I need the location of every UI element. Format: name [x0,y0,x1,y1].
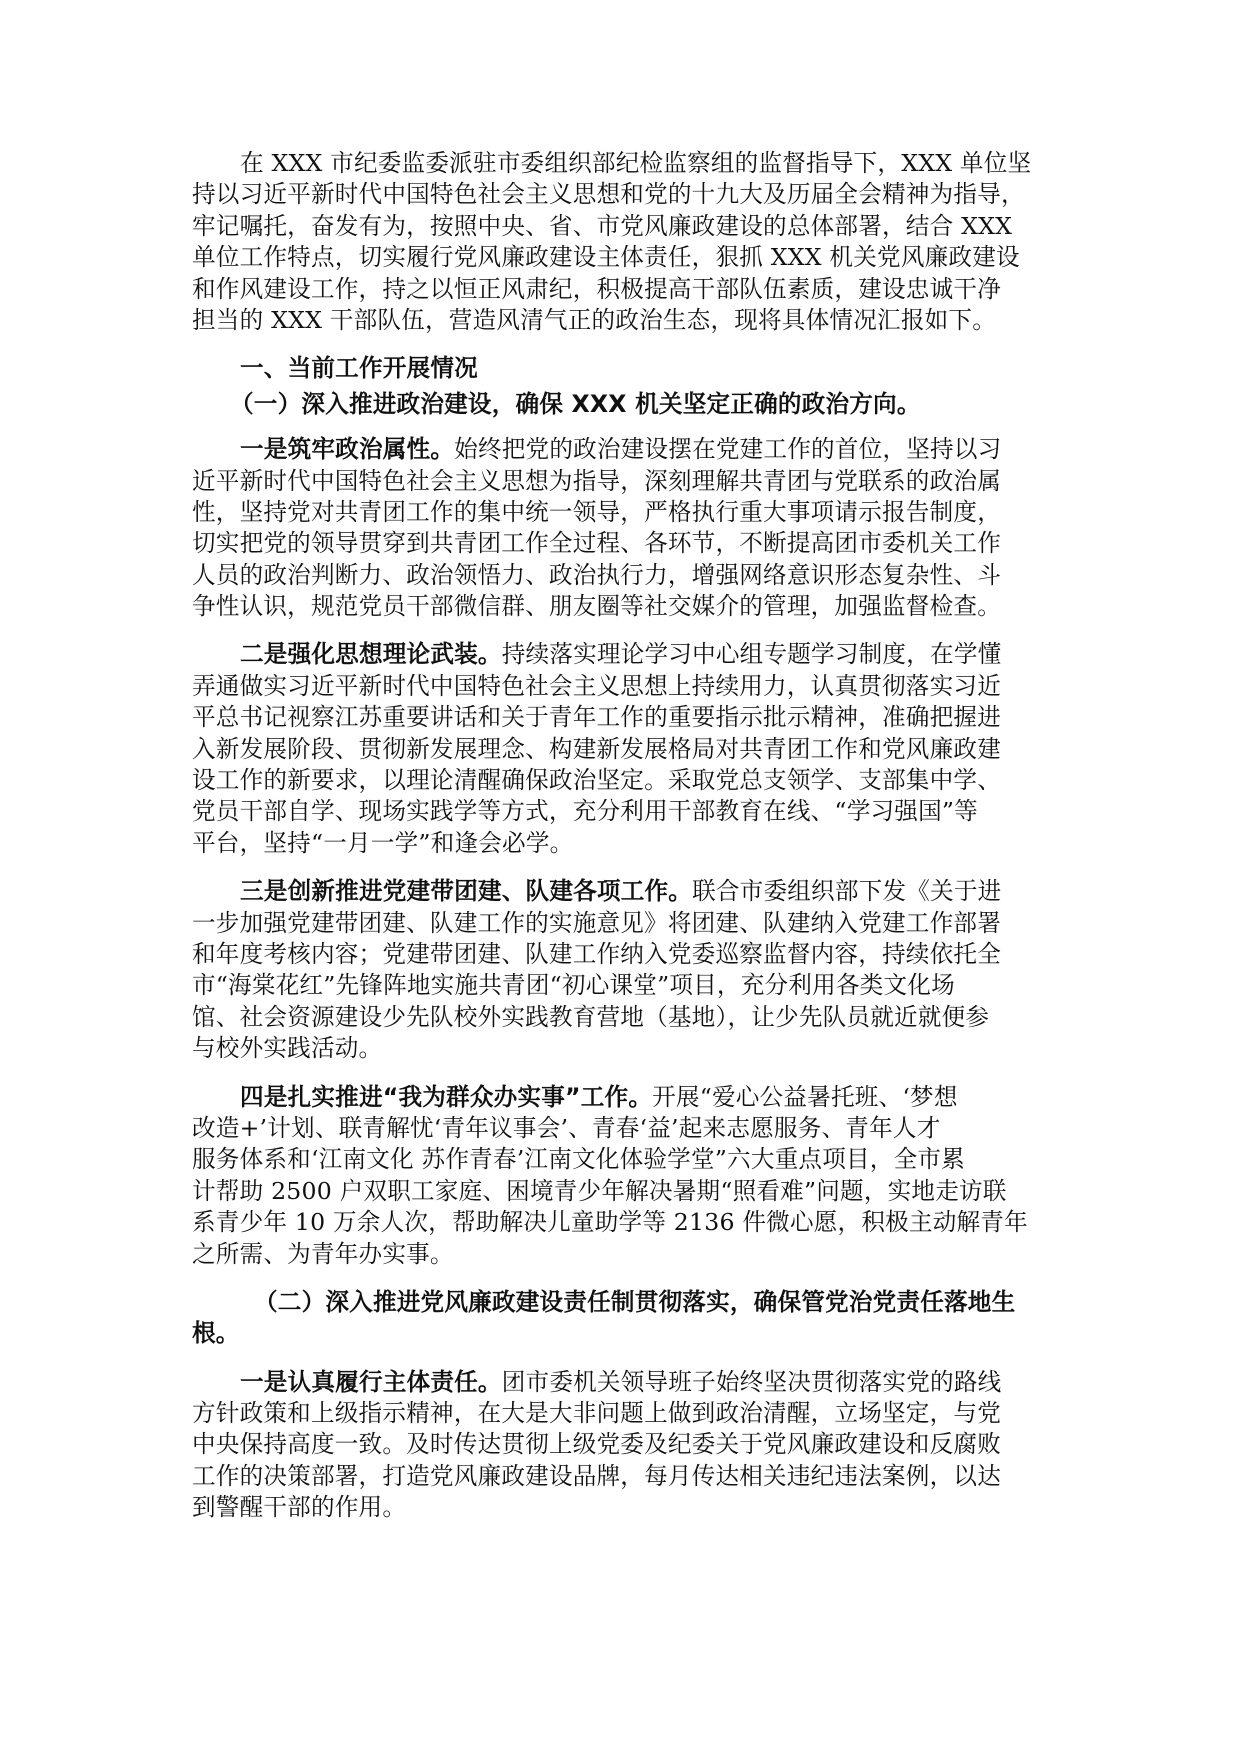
text-line: 争性认识，规范党员干部微信群、朋友圈等社交媒介的管理，加强监督检查。 [192,592,1001,621]
text-line: 中央保持高度一致。及时传达贯彻上级党委及纪委关于党风廉政建设和反腐败 [192,1430,1001,1459]
text-line: 到警醒干部的作用。 [192,1493,407,1522]
text-line: 性，坚持党对共青团工作的集中统一领导，严格执行重大事项请示报告制度， [192,497,1001,526]
text-line: 入新发展阶段、贯彻新发展理念、构建新发展格局对共青团工作和党风廉政建 [192,734,1001,763]
text-line: 平总书记视察江苏重要讲话和关于青年工作的重要指示批示精神，准确把握进 [192,703,1001,732]
item-lead: 一是筑牢政治属性。 [240,435,455,464]
section-heading [192,353,1058,384]
text-line: 工作的决策部署，打造党风廉政建设品牌，每月传达相关违纪违法案例，以达 [192,1461,1001,1490]
text-line: 与校外实践活动。 [192,1034,383,1063]
text-line: 在 XXX 市纪委监委派驻市委组织部纪检监察组的监督指导下，XXX 单位坚 [240,149,1032,177]
item-lead: 三是创新推进党建带团建、队建各项工作。 [240,877,693,906]
text-line: 切实把党的领导贯穿到共青团工作全过程、各环节，不断提高团市委机关工作 [192,529,1001,558]
text-line: 市“海棠花红”先锋阵地实施共青团“初心课堂”项目，充分利用各类文化场 [192,971,955,1000]
item-lead: 一是认真履行主体责任。 [240,1367,502,1396]
text-line: 人员的政治判断力、政治领悟力、政治执行力，增强网络意识形态复杂性、斗 [192,560,1001,589]
item-paragraph [192,1082,1058,1270]
item-lead: 四是扎实推进“我为群众办实事”工作。 [240,1082,653,1111]
text-line: 弄通做实习近平新时代中国特色社会主义思想上持续用力，认真贯彻落实习近 [192,671,1001,700]
item-paragraph [192,434,1058,622]
text-line: 党员干部自学、现场实践学等方式，充分利用干部教育在线、“学习强国”等 [192,797,978,826]
text-line: 牢记嘱托，奋发有为，按照中央、省、市党风廉政建设的总体部署，结合 XXX [192,211,1013,240]
text-line: 一步加强党建带团建、队建工作的实施意见》将团建、队建纳入党建工作部署 [192,908,1001,937]
document-page [192,148,1058,1541]
item-text: 联合市委组织部下发《关于进 [692,877,1002,906]
text-line: 之所需、为青年办实事。 [192,1239,454,1268]
intro-paragraph [192,148,1058,336]
text-line: 单位工作特点，切实履行党风廉政建设主体责任，狠抓 XXX 机关党风廉政建设 [192,243,1020,272]
text-line [192,639,1058,670]
text-line: 平台，坚持“一月一学”和逢会必学。 [192,828,574,857]
subsection-title: （二）深入推进党风廉政建设责任制贯彻落实，确保管党治党责任落地生 [254,1287,1016,1316]
subsection-heading [192,389,1058,420]
text-line: 设工作的新要求，以理论清醒确保政治坚定。采取党总支领学、支部集中学、 [192,766,1001,795]
item-paragraph [192,1367,1058,1524]
text-line: 和年度考核内容；党建带团建、队建工作纳入党委巡察监督内容，持续依托全 [192,939,1001,968]
text-line [192,434,1058,465]
item-paragraph [192,639,1058,859]
item-lead: 二是强化思想理论武装。 [240,640,502,669]
text-line: 改造+’计划、联青解忧‘青年议事会’、青春‘益’起来志愿服务、青年人才 [192,1113,941,1142]
item-text: 开展“爱心公益暑托班、‘梦想 [652,1082,958,1111]
text-line: 计帮助 2500 户双职工家庭、困境青少年解决暑期“照看难”问题，实地走访联 [192,1176,1007,1205]
subsection-title-continued: 根。 [192,1319,240,1348]
text-line [192,1082,1058,1113]
text-line: 服务体系和‘江南文化 苏作青春’江南文化体验学堂”六大重点项目，全市累 [192,1145,965,1174]
text-line [192,876,1058,907]
subsection-title: （一）深入推进政治建设，确保 XXX 机关坚定正确的政治方向。 [230,389,921,418]
item-paragraph [192,876,1058,1064]
text-line: 近平新时代中国特色社会主义思想为指导，深刻理解共青团与党联系的政治属 [192,466,1001,495]
text-line: 持以习近平新时代中国特色社会主义思想和党的十九大及历届全会精神为指导， [192,180,1025,209]
item-text: 持续落实理论学习中心组专题学习制度，在学懂 [501,640,1002,669]
text-line: 馆、社会资源建设少先队校外实践教育营地（基地），让少先队员就近就便参 [192,1002,990,1031]
text-line: 担当的 XXX 干部队伍，营造风清气正的政治生态，现将具体情况汇报如下。 [192,305,996,334]
item-text: 团市委机关领导班子始终坚决贯彻落实党的路线 [501,1367,1002,1396]
text-line: 系青少年 10 万余人次，帮助解决儿童助学等 2136 件微心愿，积极主动解青年 [192,1208,1028,1237]
item-text: 始终把党的政治建设摆在党建工作的首位，坚持以习 [454,435,1002,464]
text-line: 和作风建设工作，持之以恒正风肃纪，积极提高干部队伍素质，建设忠诚干净 [192,274,1001,303]
text-line [192,1367,1058,1398]
text-line: 方针政策和上级指示精神，在大是大非问题上做到政治清醒，立场坚定，与党 [192,1399,1001,1428]
subsection-heading [192,1287,1058,1350]
section-title: 一、当前工作开展情况 [240,354,478,383]
